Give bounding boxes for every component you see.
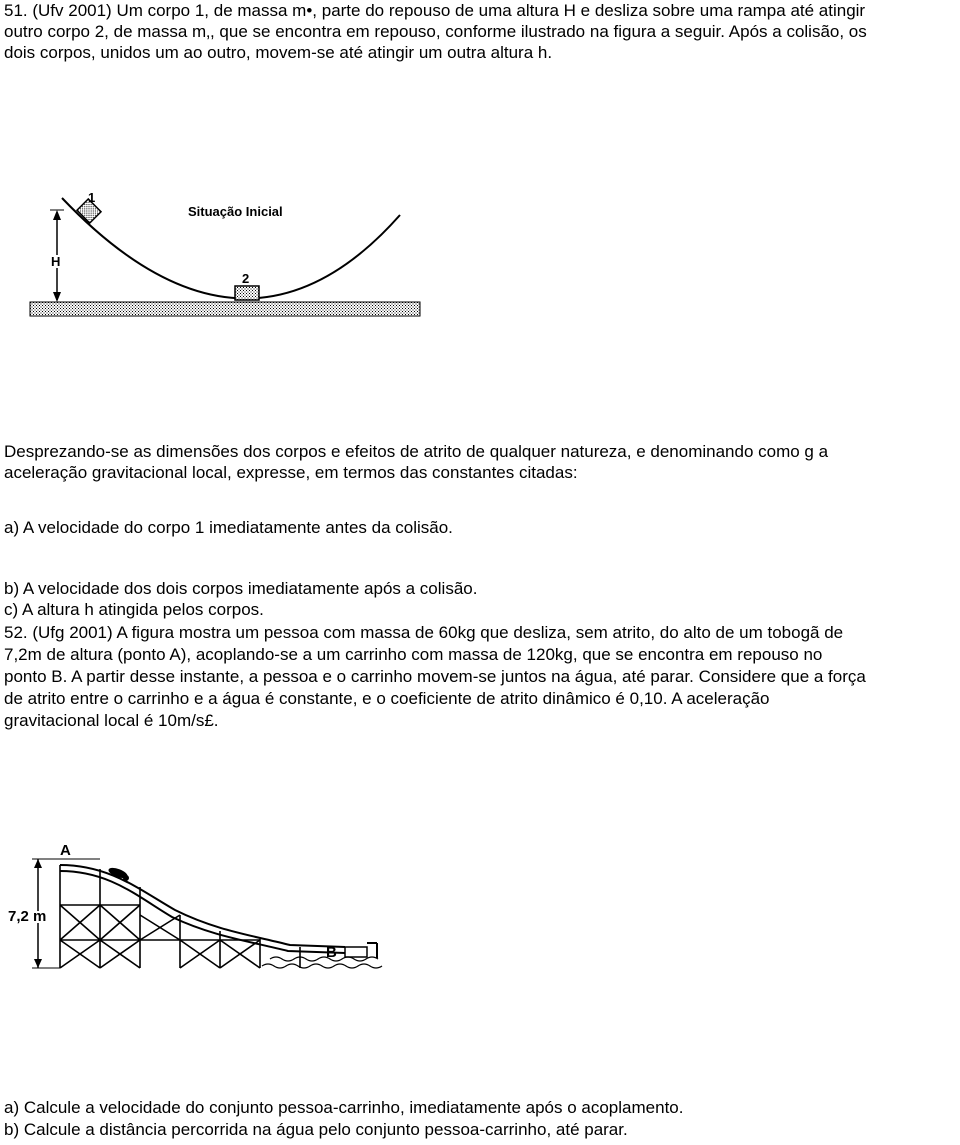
q52-line-3: ponto B. A partir desse instante, a pessoa e o carrinho movem-se juntos na água, até parar. Considere que a força [4, 667, 866, 686]
ground [30, 302, 420, 316]
q51-statement-1: Desprezando-se as dimensões dos corpos e efeitos de atrito de qualquer natureza, e denominando como g a [4, 442, 829, 461]
height-arrow-down [34, 959, 42, 968]
toboggan-figure [0, 835, 400, 985]
q51-line-1: 51. (Ufv 2001) Um corpo 1, de massa m•, parte do repouso de uma altura H e desliza sobre uma rampa até atingir [4, 1, 866, 20]
height-label: H [51, 254, 61, 269]
q52-item-b: b) Calcule a distância percorrida na água pelo conjunto pessoa-carrinho, até parar. [4, 1120, 628, 1139]
q51-line-3: dois corpos, unidos um ao outro, movem-se até atingir um outra altura h. [4, 43, 553, 62]
q52-line-2: 7,2m de altura (ponto A), acoplando-se a um carrinho com massa de 120kg, que se encontra em repouso no [4, 645, 823, 664]
point-b-label: B [326, 944, 337, 961]
ramp-collision-figure [0, 170, 440, 330]
q51-item-a: a) A velocidade do corpo 1 imediatamente antes da colisão. [4, 518, 453, 537]
q51-statement-2: aceleração gravitacional local, expresse, em termos das constantes citadas: [4, 463, 578, 482]
q52-item-a: a) Calcule a velocidade do conjunto pessoa-carrinho, imediatamente após o acoplamento. [4, 1098, 684, 1117]
height-arrow-down [53, 292, 61, 302]
height-arrow-up [34, 859, 42, 868]
cart [345, 947, 367, 957]
point-a-label: A [60, 842, 71, 859]
body-2-label: 2 [242, 271, 250, 286]
q51-line-2: outro corpo 2, de massa m‚, que se encontra em repouso, conforme ilustrado na figura a seguir. Após a colisão, os [4, 22, 867, 41]
body-2 [235, 286, 259, 300]
body-1-label: 1 [88, 190, 96, 205]
figure-title: Situação Inicial [188, 204, 283, 219]
q52-line-5: gravitacional local é 10m/s£. [4, 711, 219, 730]
q52-line-1: 52. (Ufg 2001) A figura mostra um pessoa com massa de 60kg que desliza, sem atrito, do alto de um tobogã de [4, 623, 844, 642]
q51-item-b: b) A velocidade dos dois corpos imediatamente após a colisão. [4, 579, 478, 598]
q52-line-4: de atrito entre o carrinho e a água é constante, e o coeficiente de atrito dinâmico é 0,10. A aceleração [4, 689, 770, 708]
height-label: 7,2 m [8, 908, 47, 925]
q51-item-c: c) A altura h atingida pelos corpos. [4, 600, 264, 619]
support-structure [60, 865, 300, 968]
water [262, 957, 382, 968]
height-arrow-up [53, 210, 61, 220]
